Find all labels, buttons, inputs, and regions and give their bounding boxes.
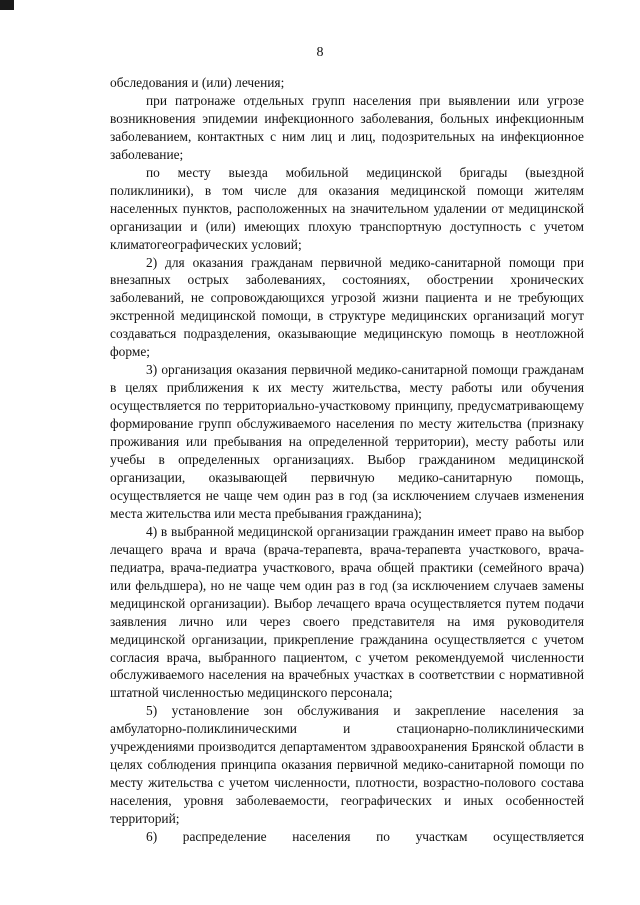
page-body (110, 74, 584, 846)
paragraph-continuation: обследования и (или) лечения; (110, 75, 285, 90)
paragraph-item-4: 4) в выбранной медицинской организации гражданин имеет право на выбор лечащего врача и врача (врача-терапевта, врача-терапевта участкового, врача-педиатра, врача-педиатра участкового, врача общей практики (семейного врача) или фельдшера), но не чаще чем один раз в год (за исключением случаев замены медицинской организации). Выбор лечащего врача осуществляется путем подачи заявления лично или через своего представителя на имя руководителя медицинской организации, прикрепление гражданина осуществляется с учетом согласия врача, выбранного пациентом, с учетом рекомендуемой численности обслуживаемого населения на врачебных участках в соответствии с нормативной штатной численностью медицинского персонала; (110, 523, 584, 701)
paragraph-item-6: 6) распределение населения по участкам осуществляется (146, 829, 584, 845)
paragraph-item-5: 5) установление зон обслуживания и закрепление населения за амбулаторно-поликлиническими и стационарно-поликлиническими учреждениями производится департаментом здравоохранения Брянской области в целях соблюдения принципа оказания первичной медико-санитарной помощи по месту жительства с учетом численности, плотности, возрастно-полового состава населения, уровня заболеваемости, географических и иных особенностей территорий; (110, 703, 584, 827)
paragraph-item-3: 3) организация оказания первичной медико-санитарной помощи гражданам в целях приближения к их месту жительства, месту работы или обучения осуществляется по территориально-участковому принципу, предусматривающему формирование групп обслуживаемого населения по месту жительства (признаку проживания или пребывания на определенной территории), месту работы или учебы в определенных организациях. Выбор гражданином медицинской организации, оказывающей первичную медико-санитарную помощь, осуществляется не чаще чем один раз в год (за исключением случаев изменения места жительства или места пребывания гражданина); (110, 362, 584, 521)
paragraph-mobile-brigade: по месту выезда мобильной медицинской бригады (выездной поликлиники), в том числе для оказания медицинской помощи жителям населенных пунктов, расположенных на значительном удалении от медицинской организации и (или) имеющих плохую транспортную доступность с учетом климатогеографических условий; (110, 164, 584, 252)
paragraph-patronage: при патронаже отдельных групп населения при выявлении или угрозе возникновения эпидемии инфекционного заболевания, больных инфекционным заболеванием, контактных с ним лиц и лиц, подозрительных на инфекционное заболевание; (110, 92, 584, 162)
page-number: 8 (316, 45, 324, 60)
paragraph-item-2: 2) для оказания гражданам первичной медико-санитарной помощи при внезапных острых заболеваниях, состояниях, обострении хронических заболеваний, не сопровождающихся угрозой жизни пациента и не требующих экстренной медицинской помощи, в структуре медицинских организаций могут создаваться подразделения, оказывающие медицинскую помощь в неотложной форме; (110, 254, 584, 360)
scan-corner-mark (0, 0, 14, 10)
